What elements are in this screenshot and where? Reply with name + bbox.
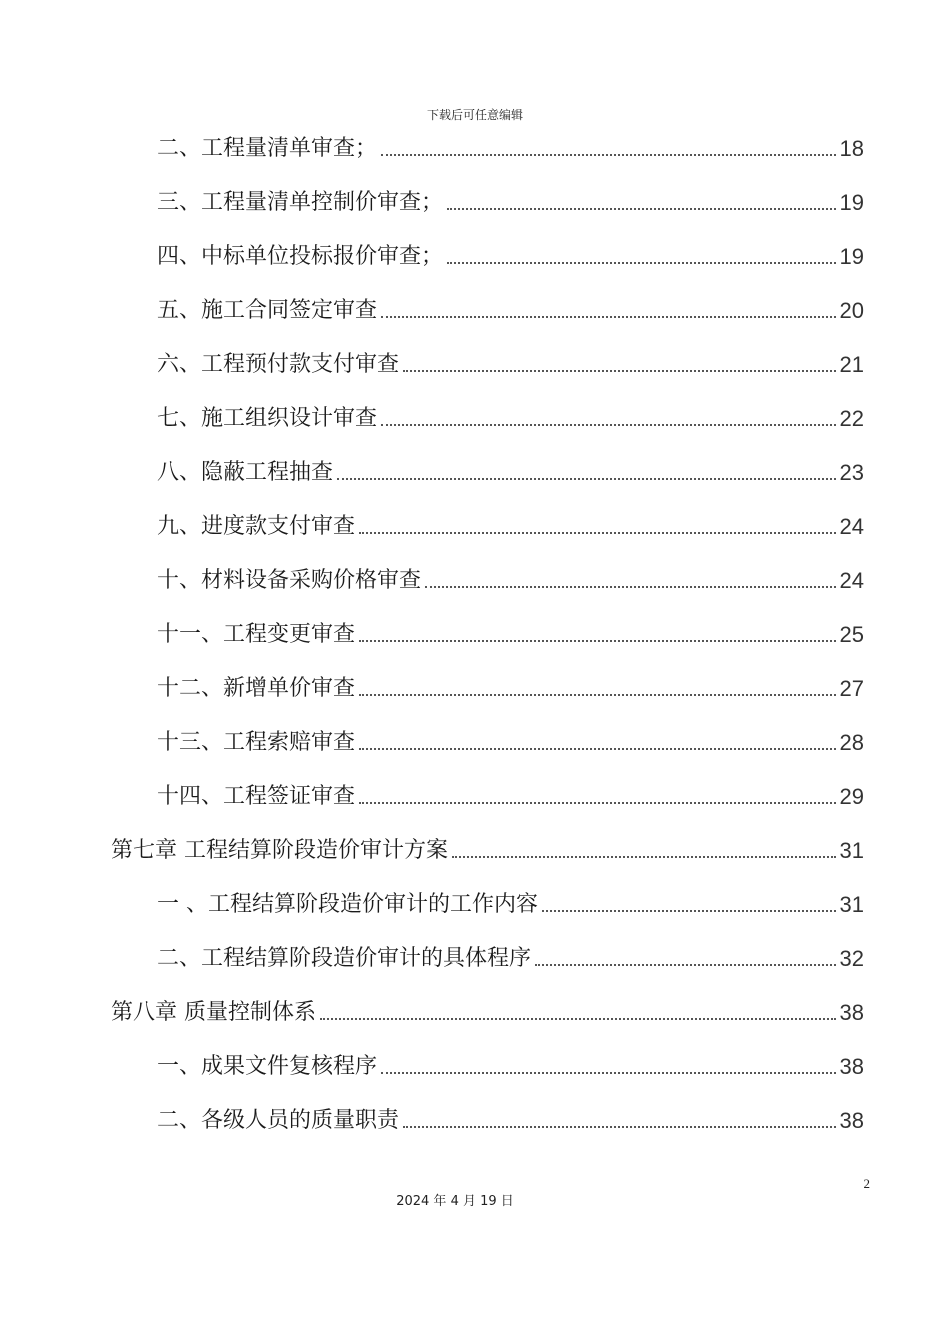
- toc-entry-page: 25: [839, 622, 864, 647]
- dot-leader: [403, 1126, 836, 1128]
- dot-leader: [447, 208, 836, 210]
- toc-entry[interactable]: [157, 718, 864, 758]
- toc-entry-page: 38: [839, 1054, 864, 1079]
- toc-entry-label: 二、工程量清单审查；: [157, 136, 378, 161]
- toc-entry-page: 38: [839, 1000, 864, 1025]
- toc-entry-page: 18: [839, 136, 864, 161]
- dot-leader: [452, 856, 836, 858]
- toc-entry[interactable]: [157, 448, 864, 488]
- toc-entry-label: 十一、工程变更审查: [157, 622, 356, 647]
- toc-entry[interactable]: [157, 502, 864, 542]
- toc-entry-page: 27: [839, 676, 864, 701]
- toc-entry-page: 20: [839, 298, 864, 323]
- dot-leader: [542, 910, 836, 912]
- dot-leader: [359, 694, 836, 696]
- toc-entry-label: 九、进度款支付审查: [157, 514, 356, 539]
- toc-entry-label: 五、施工合同签定审查: [157, 298, 378, 323]
- toc-entry-label: 十、材料设备采购价格审查: [157, 568, 422, 593]
- dot-leader: [359, 640, 836, 642]
- toc-entry-page: 38: [839, 1108, 864, 1133]
- dot-leader: [535, 964, 836, 966]
- toc-entry-label: 二、各级人员的质量职责: [157, 1108, 400, 1133]
- toc-entry-label: 一 、工程结算阶段造价审计的工作内容: [157, 892, 538, 917]
- dot-leader: [381, 316, 836, 318]
- toc-entry-label: 二、工程结算阶段造价审计的具体程序: [157, 946, 532, 971]
- toc-entry[interactable]: [157, 772, 864, 812]
- toc-entry-page: 29: [839, 784, 864, 809]
- dot-leader: [359, 532, 836, 534]
- toc-entry-page: 32: [839, 946, 864, 971]
- toc-entry[interactable]: [157, 610, 864, 650]
- dot-leader: [447, 262, 836, 264]
- toc-entry[interactable]: [157, 286, 864, 326]
- toc-entry-page: 28: [839, 730, 864, 755]
- toc-entry-label: 三、工程量清单控制价审查；: [157, 190, 444, 215]
- footer-date: 2024 年 4 月 19 日: [396, 1194, 514, 1209]
- toc-entry-page: 24: [839, 568, 864, 593]
- dot-leader: [359, 802, 836, 804]
- page-number: 2: [863, 1176, 870, 1191]
- toc-entry-page: 24: [839, 514, 864, 539]
- dot-leader: [381, 154, 836, 156]
- toc-entry-page: 19: [839, 244, 864, 269]
- dot-leader: [381, 424, 836, 426]
- dot-leader: [381, 1072, 836, 1074]
- toc-entry-label: 十二、新增单价审查: [157, 676, 356, 701]
- toc-entry-label: 四、中标单位投标报价审查；: [157, 244, 444, 269]
- toc-entry-label: 第八章 质量控制体系: [111, 1000, 316, 1025]
- toc-entry[interactable]: [157, 340, 864, 380]
- toc-entry-page: 31: [839, 838, 864, 863]
- toc-entry-label: 七、施工组织设计审查: [157, 406, 378, 431]
- toc-entry-page: 21: [839, 352, 864, 377]
- toc-entry[interactable]: [157, 664, 864, 704]
- dot-leader: [425, 586, 836, 588]
- toc-entry-page: 19: [839, 190, 864, 215]
- toc-chapter-entry[interactable]: [111, 988, 864, 1028]
- toc-entry-label: 一、成果文件复核程序: [157, 1054, 378, 1079]
- toc-entry-label: 第七章 工程结算阶段造价审计方案: [111, 838, 448, 863]
- toc-entry[interactable]: [157, 934, 864, 974]
- toc-entry[interactable]: [157, 232, 864, 272]
- dot-leader: [403, 370, 836, 372]
- toc-entry-label: 十四、工程签证审查: [157, 784, 356, 809]
- header-note: 下载后可任意编辑: [426, 108, 523, 122]
- toc-entry[interactable]: [157, 880, 864, 920]
- toc-entry-label: 十三、工程索赔审查: [157, 730, 356, 755]
- toc-entry-page: 22: [839, 406, 864, 431]
- toc-entry-label: 六、工程预付款支付审查: [157, 352, 400, 377]
- toc-entry[interactable]: [157, 124, 864, 164]
- toc-entry[interactable]: [157, 1042, 864, 1082]
- toc-entry[interactable]: [157, 556, 864, 596]
- toc-entry-page: 31: [839, 892, 864, 917]
- dot-leader: [337, 478, 836, 480]
- toc-chapter-entry[interactable]: [111, 826, 864, 866]
- toc-entry[interactable]: [157, 178, 864, 218]
- toc-entry-label: 八、隐蔽工程抽查: [157, 460, 334, 485]
- toc-entry[interactable]: [157, 1096, 864, 1136]
- dot-leader: [359, 748, 836, 750]
- toc-entry-page: 23: [839, 460, 864, 485]
- toc-entry[interactable]: [157, 394, 864, 434]
- dot-leader: [320, 1018, 836, 1020]
